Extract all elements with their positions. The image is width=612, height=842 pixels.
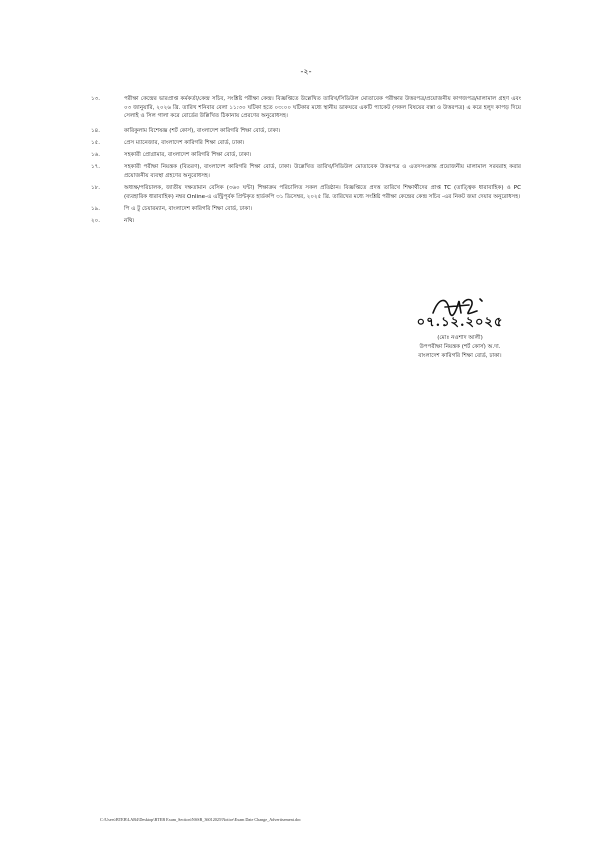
signatory-name: (মোঃ নওশাদ আলী) [437,335,483,341]
item-text: নথি। [124,218,135,225]
list-item [91,184,521,201]
item-text: পরীক্ষা কেন্দ্রের ভারপ্রাপ্ত কর্মকর্তা/কেন্দ্র সচিব, সংশ্লিষ্ট পরীক্ষা কেন্দ্র। বিজ্ঞপ্তিতে উল্লেখিত তারিখ/সিডিউল মোতাবেক পরীক্ষার উত্তরপত্র/প্রয়োজনীয় কাগজপত্র/মালামাল গ্রহণ এবং ০৩ জানুয়ারি, ২০২৬ খ্রি. তারিখ শনিবার বেলা ১১:৩০ ঘটিকা হতে ০৩:০০ ঘটিকার মধ্যে স্থানীয় ডাকঘরে একটি প্যাকেট (সকল বিষয়ের বস্তা ও উত্তরপত্র) এ করে হলুদ কাপড় দিয়ে সেলাই ও সিল গালা করে বোর্ডের উল্লিখিত ঠিকানায় প্রেরণের অনুরোধসহ। [124,96,521,120]
list-item [91,139,521,148]
item-number: ১৫. [91,139,101,146]
file-path-footer: C:\Users\BTEB\LAB4\Desktop\BTEB Exam_Section\NSSB_36012025\Notice\Exam Date Change_Advertisement.doc [100,817,301,822]
signature-block [385,293,535,361]
list-item [91,127,521,136]
item-text: পি এ টু চেয়ারম্যান, বাংলাদেশ কারিগরি শিক্ষা বোর্ড, ঢাকা। [124,205,252,212]
item-text: সহকারী পরীক্ষা নিয়ন্ত্রক (বিতরণ), বাংলাদেশ কারিগরি শিক্ষা বোর্ড, ঢাকা। উল্লেখিত তারিখ/সিডিউল মোতাবেক উত্তরপত্র ও এতদসংক্রান্ত প্রয়োজনীয় মালামাল সরবরাহ করার প্রয়োজনীয় ব্যবস্থা গ্রহণের অনুরোধসহ। [124,164,521,179]
item-text: প্রেস ম্যানেজার, বাংলাদেশ কারিগরি শিক্ষা বোর্ড, ঢাকা। [124,139,245,146]
item-text: কারিকুলাম বিশেষজ্ঞ (শর্ট কোর্স), বাংলাদেশ কারিগরি শিক্ষা বোর্ড, ঢাকা। [124,127,281,134]
list-item [91,205,521,214]
list-item [91,95,521,121]
item-text: সহকারী প্রোগ্রামার, বাংলাদেশ কারিগরি শিক্ষা বোর্ড, ঢাকা। [124,152,252,159]
list-item [91,151,521,160]
item-number: ১৬. [91,152,101,159]
signature-date: ০৭.১২.২০২৫ [416,315,504,330]
signatory-office: বাংলাদেশ কারিগরি শিক্ষা বোর্ড, ঢাকা। [418,353,502,359]
item-number: ১৭. [91,164,101,171]
item-number: ১৪. [91,127,101,134]
item-number: ১৯. [91,205,101,212]
page-number: -২- [300,67,312,76]
list-item [91,217,521,226]
item-number: ২০. [91,218,101,225]
item-number: ১৩. [91,96,101,102]
item-text: অধ্যক্ষ/পরিচালক, জাতীয় দক্ষতামান বেসিক (৩৬০ ঘন্টা) শিক্ষাক্রম পরিচালিত সকল প্রতিষ্ঠান। বিজ্ঞপ্তিতে প্রদত্ত তারিখে শিক্ষার্থীদের প্রাপ্ত TC (তাত্ত্বিক ধারাবাহিক) ও PC (ব্যবহারিক ধারাবাহিক) নম্বর Online-এ এন্ট্রিপূর্বক প্রিন্টকৃত হার্ডকপি ৩১ ডিসেম্বর, ২০২৫ খ্রি. তারিখের মধ্যে সংশ্লিষ্ট পরীক্ষা কেন্দ্রের কেন্দ্র সচিব -এর নিকট জমা দেয়ার অনুরোধসহ। [124,185,521,200]
list-item [91,163,521,180]
distribution-list [91,95,521,229]
signatory-designation: উপপরীক্ষা নিয়ন্ত্রক (শর্ট কোর্স) অ.দা. [419,344,501,350]
item-number: ১৮. [91,185,101,192]
